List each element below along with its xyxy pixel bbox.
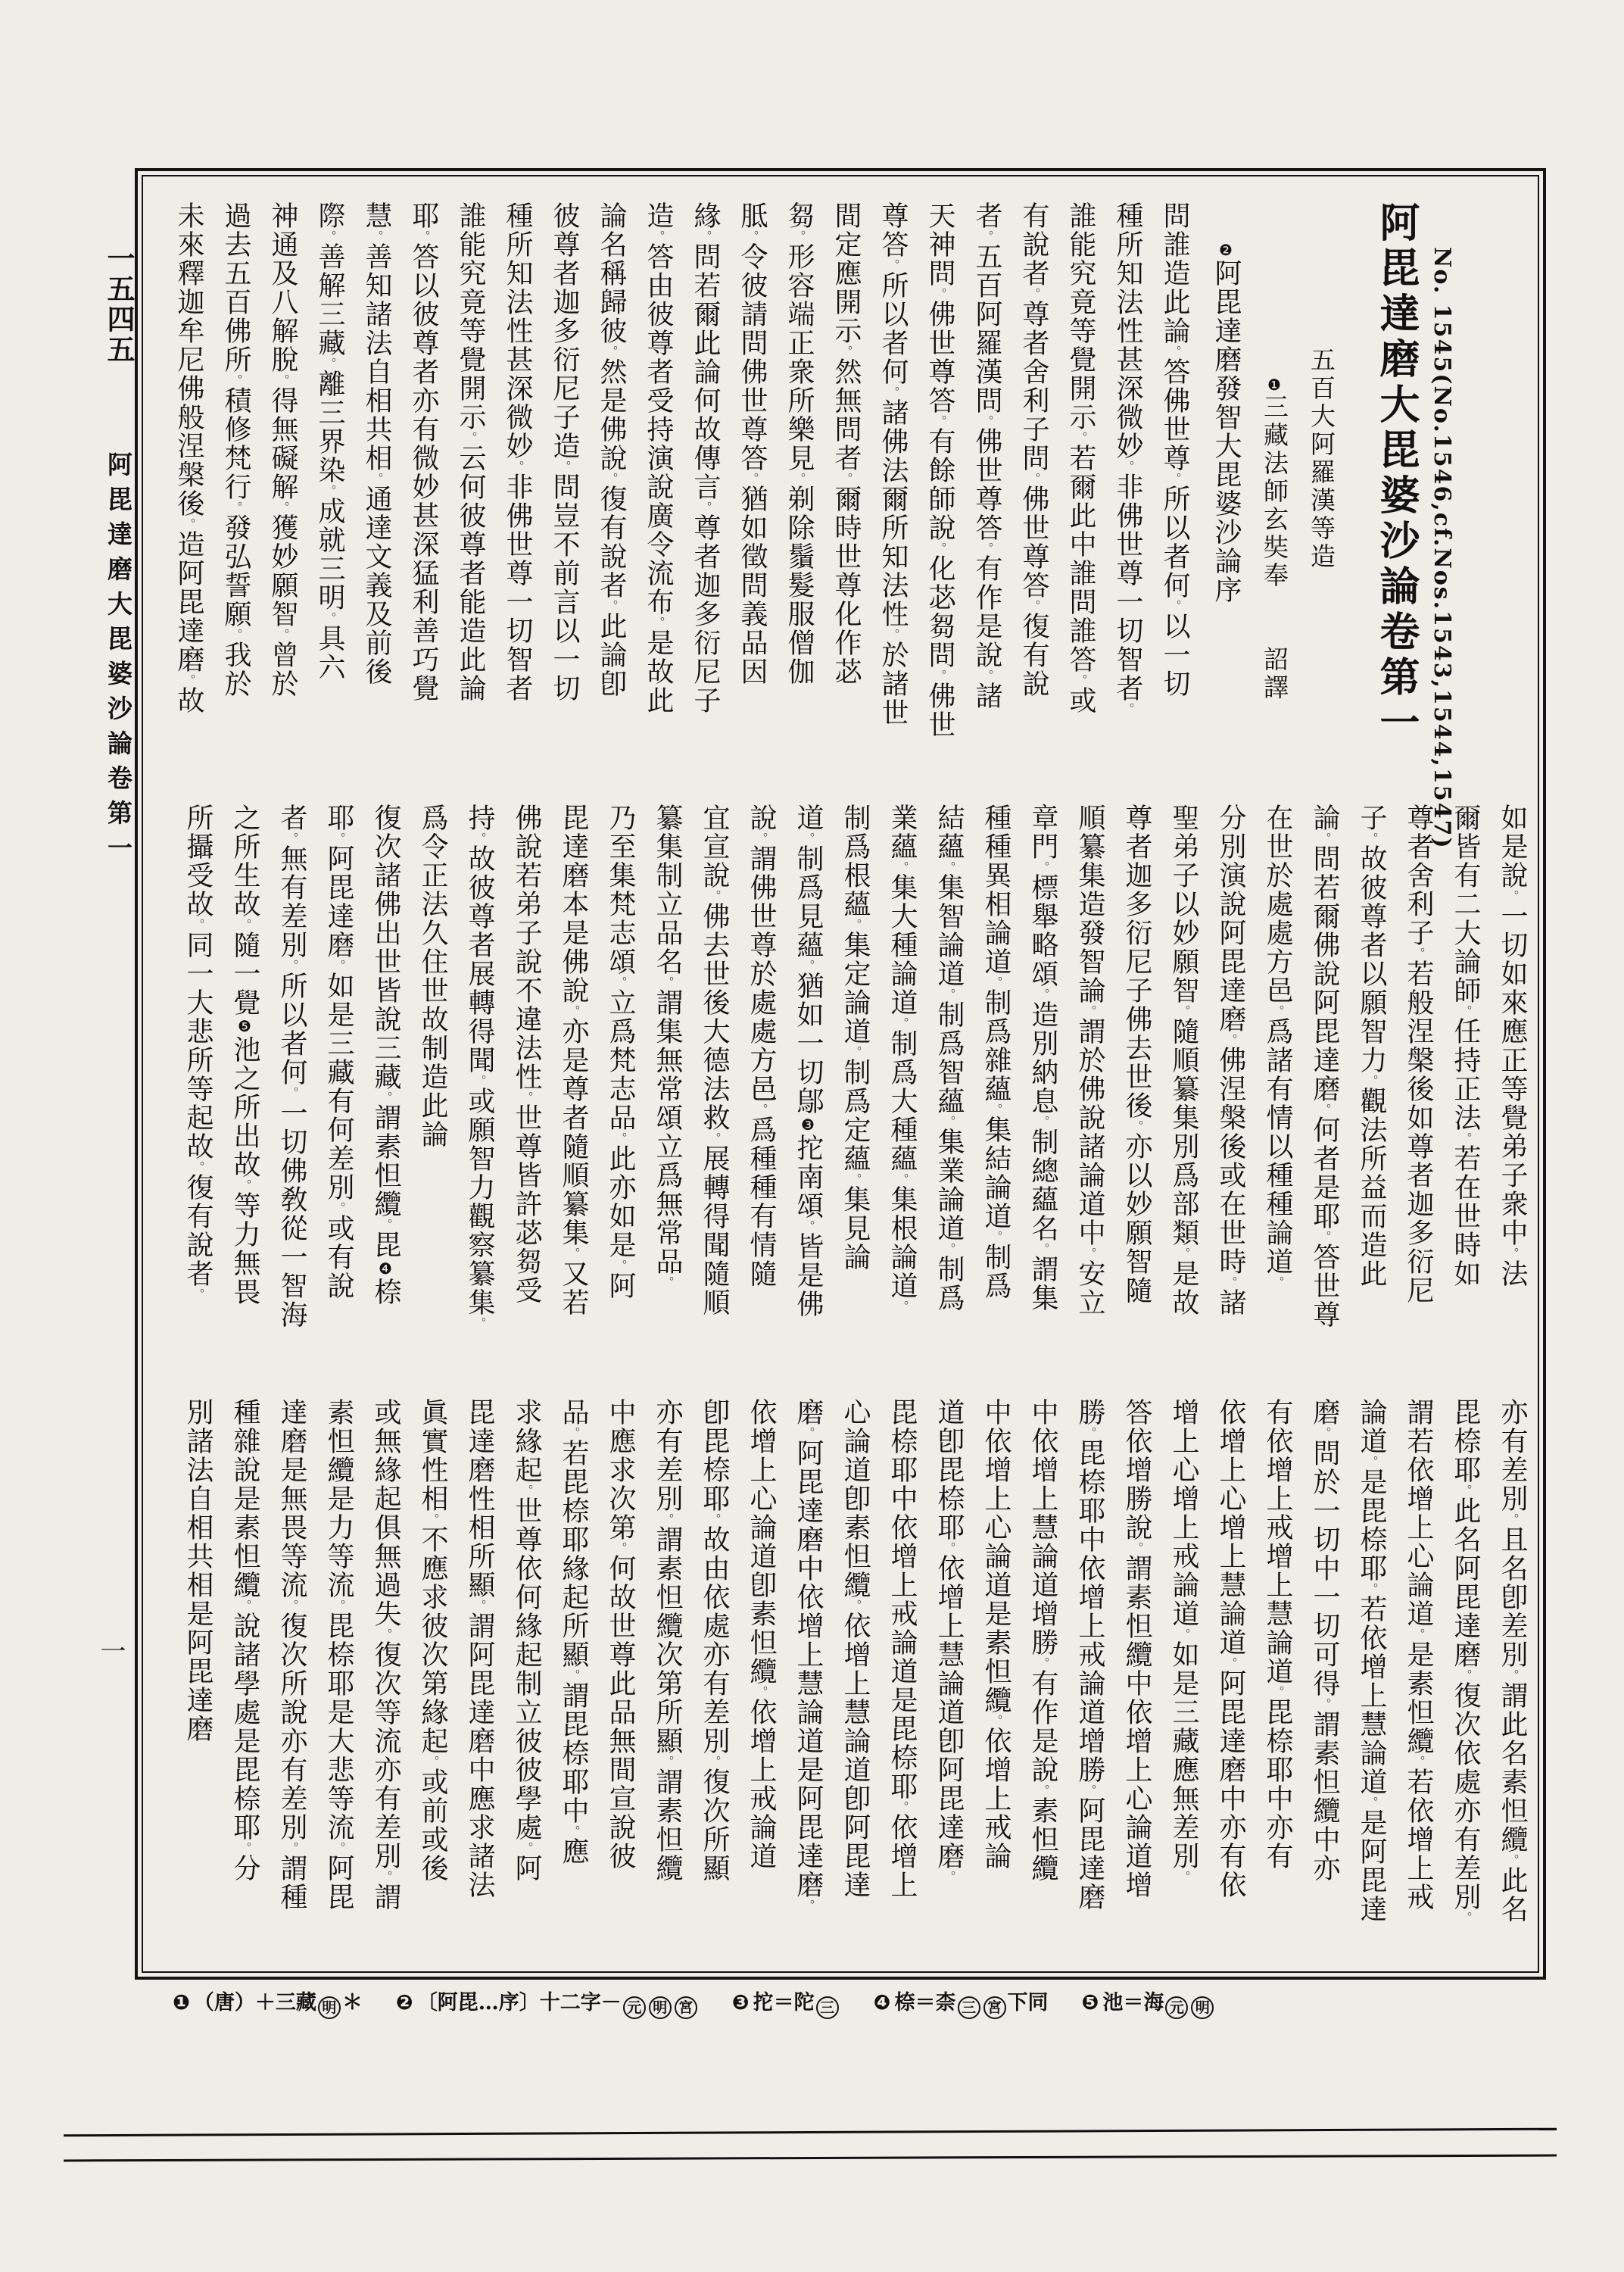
text-column: 芻。形容端正衆所樂見。剃除鬚髮服僧伽 <box>784 201 815 686</box>
text-column: 道卽毘㮈耶。依增上慧論道卽阿毘達磨。 <box>934 1398 965 1883</box>
text-column: 中依增上慧論道增勝。有作是說。素怛纜 <box>1027 1398 1058 1883</box>
text-column: 彼尊者迦多衍尼子造。問豈不前言以一切 <box>549 201 580 703</box>
text-column: 間定應開示。然無問者。爾時世尊化作苾 <box>831 201 862 686</box>
text-column: 在世於處處方邑。爲諸有情以種種論道。 <box>1262 804 1293 1288</box>
text-column: 業蘊。集大種論道。制爲大種蘊。集根論道。 <box>887 804 918 1312</box>
text-column: 尊者迦多衍尼子佛去世後。亦以妙願智隨 <box>1121 804 1152 1305</box>
text-column: 毘達磨性相所顯。謂阿毘達磨中應求諸法 <box>464 1398 495 1899</box>
text-column: 神通及八解脫。得無礙解。獲妙願智。曾於 <box>267 201 298 698</box>
text-column: 天神問。佛世尊答。有餘師說。化苾芻問。佛世 <box>924 201 955 739</box>
text-column: 毘㮈耶中依增上戒論道是毘㮈耶。依增上 <box>887 1398 918 1899</box>
text-column: 制爲根蘊。集定論道。制爲定蘊。集見論 <box>840 804 871 1272</box>
text-column: 磨。阿毘達磨中依增上慧論道是阿毘達磨。 <box>793 1398 824 1912</box>
text-column: 過去五百佛所。積修梵行。發弘誓願。我於 <box>220 201 251 698</box>
text-column: 眞實性相。不應求彼次第緣起。或前或後 <box>417 1398 448 1883</box>
text-column: 章門。標舉略頌。造別納息。制總蘊名。謂集 <box>1027 804 1058 1312</box>
text-column: 說。謂佛世尊於處處方邑。爲種種有情隨 <box>746 804 777 1288</box>
apparatus-note: ❶ （唐）＋三藏 明 ＊ <box>173 1986 363 2019</box>
text-column: 種所知法性甚深微妙。非佛世尊一切智者 <box>502 201 533 703</box>
text-column: 種種異相論道。制爲雜蘊。集結論道。制爲 <box>980 804 1011 1300</box>
text-column: 佛說若弟子說不違法性。世尊皆許苾芻受 <box>511 804 542 1305</box>
text-column: 順纂集造發智論。謂於佛說諸論道中。安立 <box>1074 804 1105 1317</box>
text-column: 誰能究竟等覺開示。若爾此中誰問誰答。或 <box>1065 201 1096 715</box>
text-column: 中應求次第。何故世尊此品無間宣說彼 <box>605 1398 636 1871</box>
text-column: 磨。問於一切中一切可得。謂素怛纜中亦 <box>1309 1398 1340 1883</box>
author-line: 五百大阿羅漢等造 <box>1307 347 1336 571</box>
text-column: 有依增上戒增上慧論道。毘㮈耶中亦有 <box>1262 1398 1293 1871</box>
apparatus-footnotes <box>173 1986 1445 2019</box>
text-column: 種雜說是素怛纜。說諸學處是毘㮈耶。分 <box>229 1398 260 1883</box>
text-column: 道。制爲見蘊。猶如一切鄔❸拕南頌。皆是佛 <box>793 804 824 1319</box>
text-column: 宜宣說。佛去世後大德法救。展轉得聞隨順 <box>699 804 730 1317</box>
register-middle <box>147 804 1535 1378</box>
text-column: 緣。問若爾此論何故傳言。尊者迦多衍尼子 <box>690 201 721 715</box>
text-column: 持。故彼尊者展轉得聞。或願智力觀察纂集。 <box>464 804 495 1329</box>
text-column: 纂集制立品名。謂集無常頌立爲無常品。 <box>652 804 683 1288</box>
register-bottom <box>147 1398 1535 1972</box>
apparatus-note: ❺ 池＝海 元 明 <box>1082 1986 1216 2019</box>
text-column: 謂若依增上心論道。是素怛纜。若依增上戒 <box>1403 1398 1434 1912</box>
text-column: 品。若毘㮈耶緣起所顯。謂毘㮈耶中。應 <box>558 1398 589 1866</box>
scan-artifact-line <box>64 2128 1557 2137</box>
text-column: 之所生故。隨一覺❺池之所出故。等力無畏 <box>229 804 260 1306</box>
text-column: 者。無有差別。所以者何。一切佛敎從一智海 <box>276 804 307 1329</box>
text-column: 毘達磨本是佛說。亦是尊者隨順纂集。又若 <box>558 804 589 1317</box>
text-column: 胝。令彼請問佛世尊答。猶如徵問義品因 <box>737 201 768 686</box>
text-column: 依增上心增上慧論道。阿毘達磨中亦有依 <box>1215 1398 1246 1899</box>
text-column: 答依增勝說。謂素怛纜中依增上心論道增 <box>1121 1398 1152 1899</box>
register-top <box>147 201 1535 798</box>
sutra-title: 阿毘達磨大毘婆沙論卷第一 <box>1373 201 1420 747</box>
scan-artifact-line <box>64 2155 1557 2162</box>
text-column: 分別演說阿毘達磨。佛涅槃後或在世時。諸 <box>1215 804 1246 1317</box>
text-column: 亦有差別。謂素怛纜次第所顯。謂素怛纜 <box>652 1398 683 1883</box>
text-column: 造。答由彼尊者受持演說廣令流布。是故此 <box>643 201 674 715</box>
text-column: 耶。阿毘達磨。如是三藏有何差別。或有說 <box>323 804 354 1300</box>
text-column: 求緣起。世尊依何緣起制立彼彼學處。阿 <box>511 1398 542 1883</box>
text-column: 際。善解三藏。離三界染。成就三明。具六 <box>314 201 345 682</box>
apparatus-note: ❸ 拕＝陀 三 <box>732 1986 840 2019</box>
text-frame <box>135 168 1546 1980</box>
text-column: 論。問若爾佛說阿毘達磨。何者是耶。答世尊 <box>1309 804 1340 1329</box>
text-column: 爲令正法久住世故制造此論 <box>417 804 448 1149</box>
text-column: 子。故彼尊者以願智力。觀法所益而造此 <box>1356 804 1387 1288</box>
text-column: 依增上心論道卽素怛纜。依增上戒論道 <box>746 1398 777 1871</box>
text-column: 結蘊。集智論道。制爲智蘊。集業論道。制爲 <box>934 804 965 1312</box>
margin-folio-mark: 一 <box>95 1637 126 1663</box>
text-column: 勝。毘㮈耶中依增上戒論道增勝。阿毘達磨 <box>1074 1398 1105 1912</box>
text-column: 或無緣起俱無過失。復次等流亦有差別。謂 <box>370 1398 401 1912</box>
text-column: 增上心增上戒論道。如是三藏應無差別。 <box>1168 1398 1199 1883</box>
text-column: 論道。是毘㮈耶。若依增上慧論道。是阿毘達 <box>1356 1398 1387 1924</box>
text-column: 者。五百阿羅漢問。佛世尊答。有作是說。諸 <box>971 201 1002 710</box>
text-column: 乃至集梵志頌。立爲梵志品。此亦如是。阿 <box>605 804 636 1300</box>
text-column: 復次諸佛出世皆說三藏。謂素怛纜。毘❹㮈 <box>370 804 401 1306</box>
text-column: 未來釋迦牟尼佛般涅槃後。造阿毘達磨。故 <box>173 201 204 715</box>
text-column: 所攝受故。同一大悲所等起故。復有說者。 <box>182 804 214 1300</box>
margin-page-number: 一五四五 <box>102 244 136 365</box>
text-column: 中依增上心論道是素怛纜。依增上戒論 <box>980 1398 1011 1871</box>
text-column: 聖弟子以妙願智。隨順纂集別爲部類。是故 <box>1168 804 1199 1317</box>
margin-running-title: 阿毘達磨大毘婆沙論卷第一 <box>104 451 133 869</box>
text-column: 毘㮈耶。此名阿毘達磨。復次依處亦有差別。 <box>1450 1398 1481 1924</box>
apparatus-note: ❹ 㮈＝柰 三 宮 下同 <box>874 1986 1049 2019</box>
text-column: 問誰造此論。答佛世尊。所以者何。以一切 <box>1159 201 1190 698</box>
taisho-serial-number: No. 1545(No.1546,cf.Nos.1543,1544,1547) <box>1429 247 1455 850</box>
text-column: 達磨是無畏等流。復次所說亦有差別。謂種 <box>276 1398 307 1912</box>
text-column: 素怛纜是力等流。毘㮈耶是大悲等流。阿毘 <box>323 1398 354 1912</box>
translator-line: ❶三藏法師玄奘奉 詔譯 <box>1260 376 1289 702</box>
text-column: 尊者舍利子。若般涅槃後如尊者迦多衍尼 <box>1403 804 1434 1305</box>
text-column: 別諸法自相共相是阿毘達磨 <box>182 1398 214 1743</box>
text-column: 卽毘㮈耶。故由依處亦有差別。復次所顯 <box>699 1398 730 1883</box>
inner-series-title: ❷阿毘達磨發智大毘婆沙論序 <box>1211 241 1242 604</box>
text-column: 論名稱歸彼。然是佛說。復有說者。此論卽 <box>596 201 627 698</box>
text-column: 心論道卽素怛纜。依增上慧論道卽阿毘達 <box>840 1398 871 1899</box>
text-column: 誰能究竟等覺開示。云何彼尊者能造此論 <box>455 201 486 703</box>
text-column: 如是說。一切如來應正等覺弟子衆中。法 <box>1497 804 1528 1288</box>
text-column: 種所知法性甚深微妙。非佛世尊一切智者。 <box>1112 201 1143 715</box>
text-column: 尊答。所以者何。諸佛法爾所知法性。於諸世 <box>877 201 909 727</box>
title-gutter-spacer <box>1429 201 1535 209</box>
apparatus-note: ❷ 〔阿毘…序〕十二字－ 元 明 宮 <box>396 1986 699 2019</box>
text-column: 亦有差別。且名卽差別。謂此名素怛纜。此名 <box>1497 1398 1528 1924</box>
text-column: 有說者。尊者舍利子問。佛世尊答。復有說 <box>1018 201 1049 698</box>
text-column: 爾皆有二大論師。任持正法。若在世時如 <box>1450 804 1481 1288</box>
text-column: 耶。答以彼尊者亦有微妙甚深猛利善巧覺 <box>408 201 439 703</box>
text-column: 慧。善知諸法自相共相。通達文義及前後 <box>361 201 392 686</box>
